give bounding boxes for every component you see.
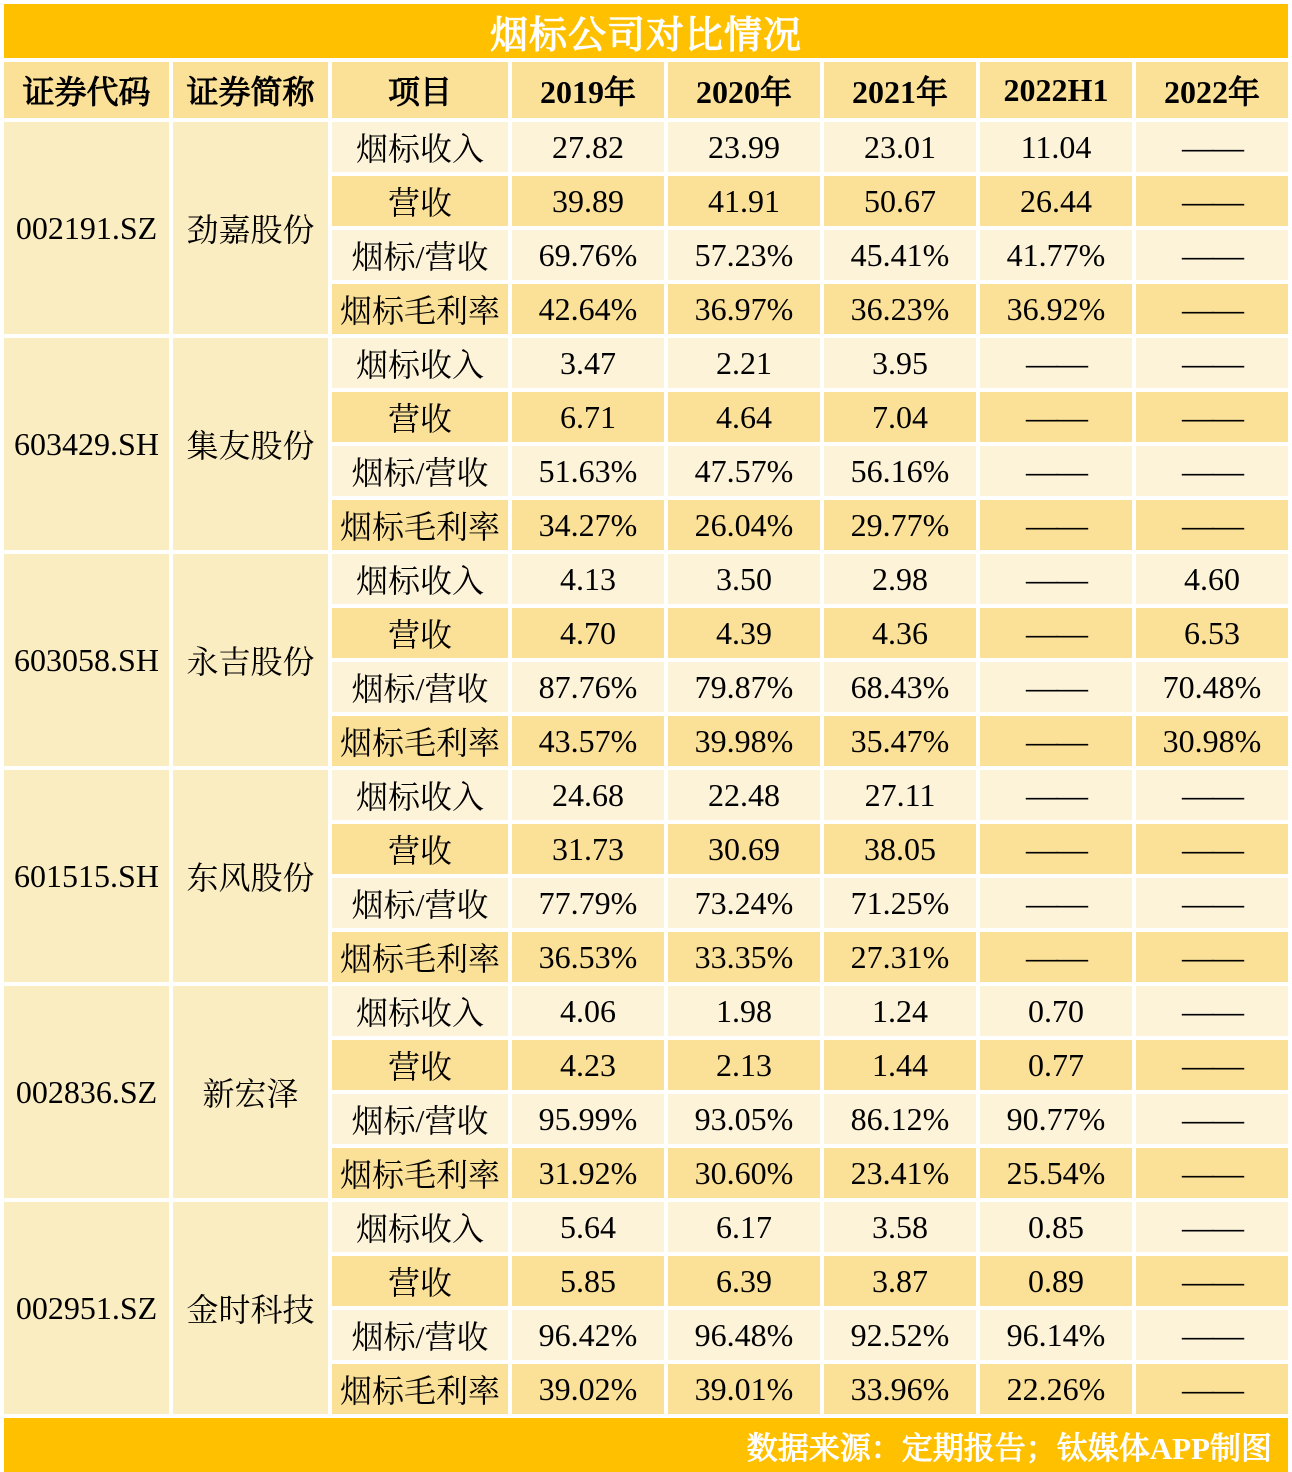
empty-value-cell: —— [1136,230,1288,280]
value-cell: 56.16% [824,446,976,496]
value-cell: 70.48% [1136,662,1288,712]
value-cell: 0.89 [980,1256,1132,1306]
company-name-cell: 劲嘉股份 [173,122,328,334]
value-cell: 93.05% [668,1094,820,1144]
table-title: 烟标公司对比情况 [4,4,1288,58]
empty-value-cell: —— [1136,824,1288,874]
value-cell: 39.89 [512,176,664,226]
value-cell: 33.35% [668,932,820,982]
empty-value-cell: —— [1136,122,1288,172]
column-header: 证券代码 [4,62,169,118]
empty-value-cell: —— [980,716,1132,766]
value-cell: 47.57% [668,446,820,496]
metric-label-cell: 营收 [332,608,508,658]
value-cell: 22.26% [980,1364,1132,1414]
table-row [4,1202,1288,1252]
value-cell: 23.41% [824,1148,976,1198]
value-cell: 23.01 [824,122,976,172]
value-cell: 22.48 [668,770,820,820]
value-cell: 4.36 [824,608,976,658]
metric-label-cell: 烟标/营收 [332,1310,508,1360]
value-cell: 34.27% [512,500,664,550]
value-cell: 0.85 [980,1202,1132,1252]
value-cell: 35.47% [824,716,976,766]
value-cell: 27.82 [512,122,664,172]
empty-value-cell: —— [980,392,1132,442]
empty-value-cell: —— [980,554,1132,604]
company-name-cell: 金时科技 [173,1202,328,1414]
empty-value-cell: —— [1136,878,1288,928]
metric-label-cell: 烟标收入 [332,554,508,604]
comparison-table-sheet [0,4,1292,1466]
column-header: 2019年 [512,62,664,118]
empty-value-cell: —— [1136,338,1288,388]
value-cell: 1.98 [668,986,820,1036]
value-cell: 87.76% [512,662,664,712]
value-cell: 5.64 [512,1202,664,1252]
value-cell: 6.53 [1136,608,1288,658]
column-header: 项目 [332,62,508,118]
value-cell: 36.97% [668,284,820,334]
value-cell: 38.05 [824,824,976,874]
value-cell: 4.13 [512,554,664,604]
empty-value-cell: —— [1136,932,1288,982]
empty-value-cell: —— [1136,1256,1288,1306]
metric-label-cell: 营收 [332,392,508,442]
empty-value-cell: —— [980,824,1132,874]
value-cell: 90.77% [980,1094,1132,1144]
value-cell: 96.42% [512,1310,664,1360]
metric-label-cell: 烟标/营收 [332,1094,508,1144]
metric-label-cell: 烟标毛利率 [332,1148,508,1198]
value-cell: 30.69 [668,824,820,874]
value-cell: 3.47 [512,338,664,388]
metric-label-cell: 烟标/营收 [332,230,508,280]
table-row [4,986,1288,1036]
value-cell: 4.23 [512,1040,664,1090]
value-cell: 4.64 [668,392,820,442]
empty-value-cell: —— [1136,1202,1288,1252]
metric-label-cell: 营收 [332,1256,508,1306]
table-row [4,338,1288,388]
value-cell: 41.91 [668,176,820,226]
company-name-cell: 新宏泽 [173,986,328,1198]
value-cell: 33.96% [824,1364,976,1414]
empty-value-cell: —— [980,338,1132,388]
column-header: 证券简称 [173,62,328,118]
value-cell: 31.92% [512,1148,664,1198]
empty-value-cell: —— [1136,1364,1288,1414]
value-cell: 92.52% [824,1310,976,1360]
value-cell: 43.57% [512,716,664,766]
metric-label-cell: 烟标毛利率 [332,1364,508,1414]
table-row [4,122,1288,172]
column-header: 2020年 [668,62,820,118]
value-cell: 4.60 [1136,554,1288,604]
metric-label-cell: 烟标收入 [332,338,508,388]
value-cell: 0.70 [980,986,1132,1036]
empty-value-cell: —— [1136,176,1288,226]
value-cell: 42.64% [512,284,664,334]
value-cell: 25.54% [980,1148,1132,1198]
comparison-table [0,58,1292,1418]
value-cell: 11.04 [980,122,1132,172]
stock-code-cell: 603058.SH [4,554,169,766]
value-cell: 4.06 [512,986,664,1036]
metric-label-cell: 烟标毛利率 [332,932,508,982]
company-name-cell: 集友股份 [173,338,328,550]
value-cell: 3.58 [824,1202,976,1252]
company-name-cell: 永吉股份 [173,554,328,766]
empty-value-cell: —— [980,770,1132,820]
value-cell: 7.04 [824,392,976,442]
value-cell: 36.92% [980,284,1132,334]
value-cell: 4.39 [668,608,820,658]
empty-value-cell: —— [1136,1148,1288,1198]
metric-label-cell: 烟标收入 [332,986,508,1036]
stock-code-cell: 603429.SH [4,338,169,550]
value-cell: 26.44 [980,176,1132,226]
value-cell: 86.12% [824,1094,976,1144]
value-cell: 6.17 [668,1202,820,1252]
value-cell: 39.02% [512,1364,664,1414]
value-cell: 36.23% [824,284,976,334]
value-cell: 57.23% [668,230,820,280]
value-cell: 31.73 [512,824,664,874]
column-header: 2022H1 [980,62,1132,118]
value-cell: 27.31% [824,932,976,982]
source-note: 数据来源：定期报告；钛媒体APP制图 [4,1418,1288,1472]
empty-value-cell: —— [980,446,1132,496]
value-cell: 71.25% [824,878,976,928]
empty-value-cell: —— [1136,986,1288,1036]
metric-label-cell: 烟标收入 [332,122,508,172]
metric-label-cell: 营收 [332,176,508,226]
value-cell: 2.13 [668,1040,820,1090]
empty-value-cell: —— [980,608,1132,658]
column-header: 2022年 [1136,62,1288,118]
empty-value-cell: —— [1136,1040,1288,1090]
empty-value-cell: —— [1136,770,1288,820]
value-cell: 39.01% [668,1364,820,1414]
value-cell: 77.79% [512,878,664,928]
metric-label-cell: 烟标/营收 [332,446,508,496]
value-cell: 50.67 [824,176,976,226]
empty-value-cell: —— [1136,392,1288,442]
value-cell: 51.63% [512,446,664,496]
company-name-cell: 东风股份 [173,770,328,982]
empty-value-cell: —— [1136,1094,1288,1144]
value-cell: 0.77 [980,1040,1132,1090]
empty-value-cell: —— [980,932,1132,982]
metric-label-cell: 烟标收入 [332,770,508,820]
empty-value-cell: —— [1136,446,1288,496]
value-cell: 2.98 [824,554,976,604]
value-cell: 3.50 [668,554,820,604]
value-cell: 23.99 [668,122,820,172]
value-cell: 1.44 [824,1040,976,1090]
empty-value-cell: —— [1136,284,1288,334]
value-cell: 69.76% [512,230,664,280]
value-cell: 30.60% [668,1148,820,1198]
value-cell: 39.98% [668,716,820,766]
stock-code-cell: 601515.SH [4,770,169,982]
value-cell: 41.77% [980,230,1132,280]
empty-value-cell: —— [980,500,1132,550]
value-cell: 24.68 [512,770,664,820]
value-cell: 3.87 [824,1256,976,1306]
value-cell: 2.21 [668,338,820,388]
empty-value-cell: —— [1136,1310,1288,1360]
stock-code-cell: 002191.SZ [4,122,169,334]
metric-label-cell: 烟标毛利率 [332,716,508,766]
column-header: 2021年 [824,62,976,118]
metric-label-cell: 烟标/营收 [332,662,508,712]
value-cell: 4.70 [512,608,664,658]
value-cell: 45.41% [824,230,976,280]
value-cell: 1.24 [824,986,976,1036]
value-cell: 27.11 [824,770,976,820]
value-cell: 96.14% [980,1310,1132,1360]
metric-label-cell: 烟标收入 [332,1202,508,1252]
empty-value-cell: —— [980,878,1132,928]
empty-value-cell: —— [980,662,1132,712]
metric-label-cell: 营收 [332,1040,508,1090]
value-cell: 68.43% [824,662,976,712]
value-cell: 6.71 [512,392,664,442]
header-row [4,62,1288,118]
empty-value-cell: —— [1136,500,1288,550]
metric-label-cell: 营收 [332,824,508,874]
metric-label-cell: 烟标毛利率 [332,500,508,550]
value-cell: 96.48% [668,1310,820,1360]
value-cell: 6.39 [668,1256,820,1306]
value-cell: 30.98% [1136,716,1288,766]
value-cell: 79.87% [668,662,820,712]
value-cell: 73.24% [668,878,820,928]
value-cell: 95.99% [512,1094,664,1144]
value-cell: 3.95 [824,338,976,388]
metric-label-cell: 烟标毛利率 [332,284,508,334]
stock-code-cell: 002836.SZ [4,986,169,1198]
value-cell: 29.77% [824,500,976,550]
table-row [4,554,1288,604]
value-cell: 36.53% [512,932,664,982]
value-cell: 5.85 [512,1256,664,1306]
metric-label-cell: 烟标/营收 [332,878,508,928]
table-row [4,770,1288,820]
value-cell: 26.04% [668,500,820,550]
stock-code-cell: 002951.SZ [4,1202,169,1414]
